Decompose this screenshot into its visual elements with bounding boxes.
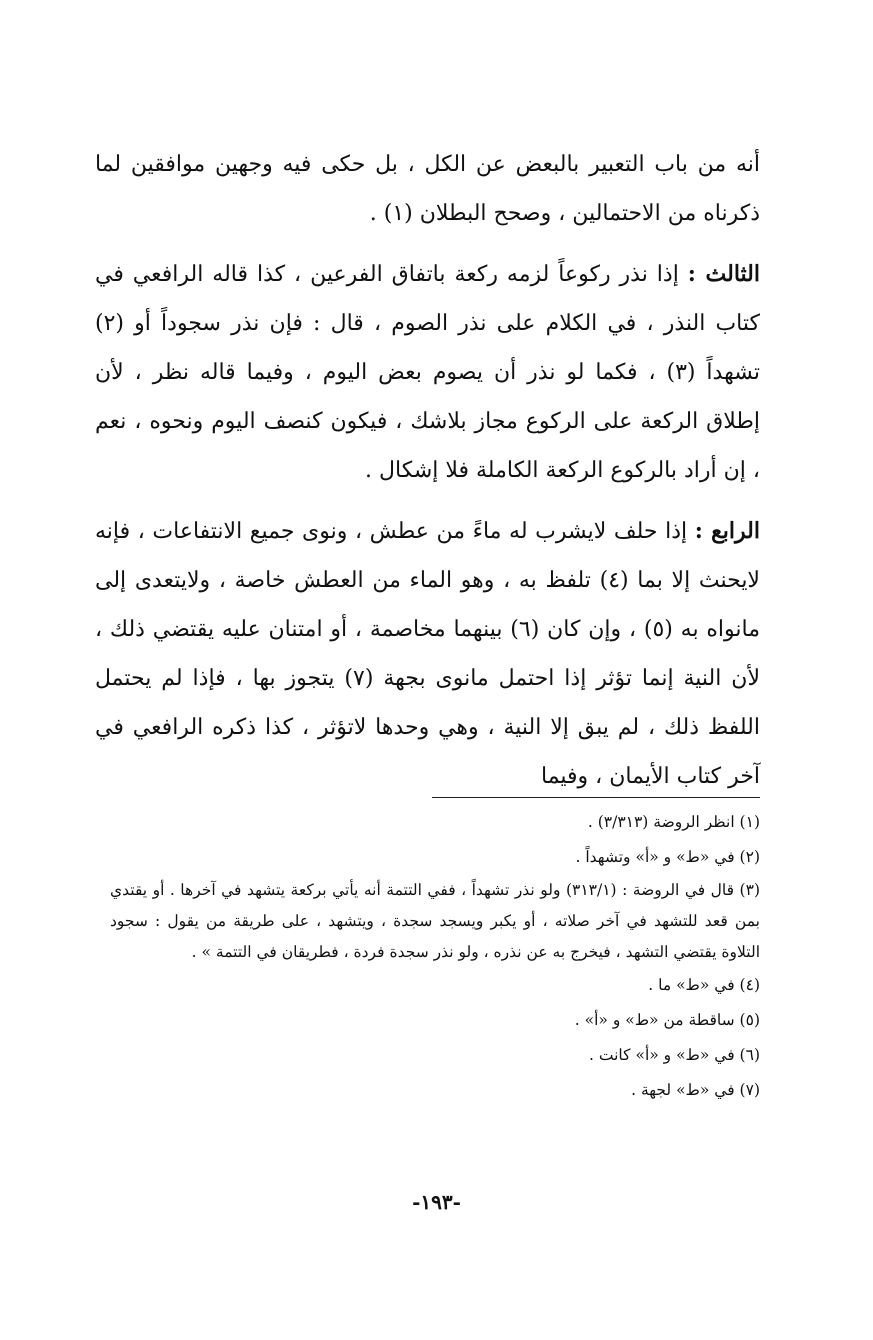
footnote-5: (٥) ساقطة من «ط» و «أ» . <box>574 1011 760 1029</box>
page-number: -١٩٣- <box>412 1190 461 1214</box>
footnote-1: (١) انظر الروضة (٣/٣١٣) . <box>587 813 760 831</box>
footnote-4: (٤) في «ط» ما . <box>648 976 760 994</box>
footnote-2: (٢) في «ط» و «أ» وتشهداً . <box>575 848 760 866</box>
paragraph-3 <box>95 507 760 801</box>
footnote-divider <box>432 797 760 798</box>
paragraph-2 <box>95 250 760 495</box>
paragraph-text: أنه من باب التعبير بالبعض عن الكل ، بل حكى فيه وجهين موافقين لما ذكرناه من الاحتمالين ، وصحح البطلان (١) . <box>95 152 760 226</box>
main-text <box>95 140 760 801</box>
paragraph-lead: الرابع : <box>694 518 760 544</box>
paragraph-lead: الثالث : <box>687 261 760 287</box>
footnote-3: (٣) قال في الروضة : (٣١٣/١) ولو نذر تشهداً ، ففي التتمة أنه يأتي بركعة يتشهد في آخرها . أو يقتدي بمن قعد للتشهد في آخر صلاته ، أو يكبر ويسجد سجدة ، ويتشهد ، على طريقة من يقول : سجود التلاوة يقتضي التشهد ، فيخرج به عن نذره ، ولو نذر سجدة فردة ، فطريقان في التتمة » . <box>110 881 760 961</box>
paragraph-text: إذا حلف لايشرب له ماءً من عطش ، ونوى جميع الانتفاعات ، فإنه لايحنث إلا بما (٤) تلفظ به ، وهو الماء من العطش خاصة ، ولايتعدى إلى مانواه به (٥) ، وإن كان (٦) بينهما مخاصمة ، أو امتنان عليه يقتضي ذلك ، لأن النية إنما تؤثر إذا احتمل مانوى بجهة (٧) يتجوز بها ، فإذا لم يحتمل اللفظ ذلك ، لم يبق إلا النية ، وهي وحدها لاتؤثر ، كذا ذكره الرافعي في آخر كتاب الأيمان ، وفيما <box>95 519 761 789</box>
footnotes <box>110 805 760 1108</box>
footnote-6: (٦) في «ط» و «أ» كانت . <box>589 1046 760 1064</box>
footnote-7: (٧) في «ط» لجهة . <box>631 1081 760 1099</box>
paragraph-text: إذا نذر ركوعاً لزمه ركعة باتفاق الفرعين ، كذا قاله الرافعي في كتاب النذر ، في الكلام على نذر الصوم ، قال : فإن نذر سجوداً أو (٢) تشهداً (٣) ، فكما لو نذر أن يصوم بعض اليوم ، وفيما قاله نظر ، لأن إطلاق الركعة على الركوع مجاز بلاشك ، فيكون كنصف اليوم ونحوه ، نعم ، إن أراد بالركوع الركعة الكاملة فلا إشكال . <box>95 262 760 483</box>
paragraph-1 <box>95 140 760 238</box>
